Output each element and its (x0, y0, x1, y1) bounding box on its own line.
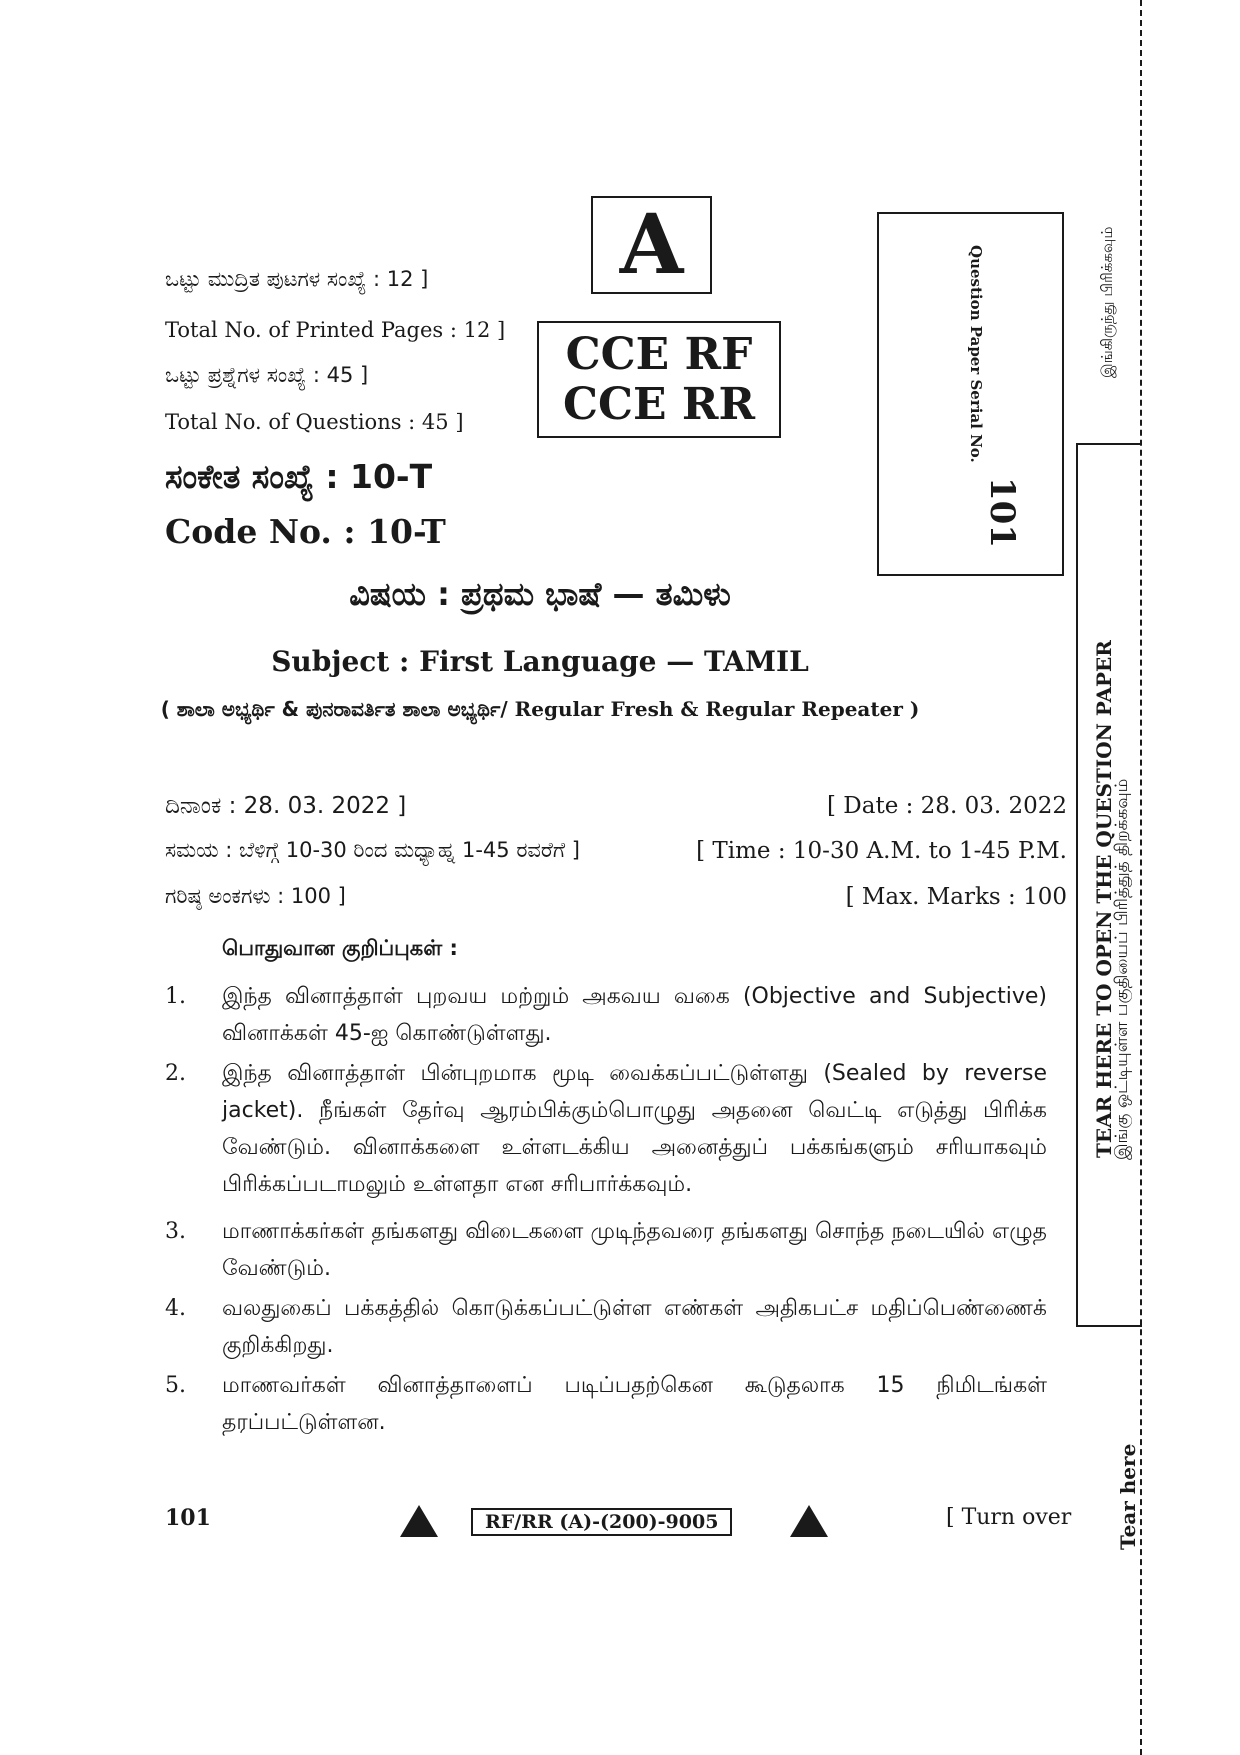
questions-kannada: ಒಟ್ಟು ಪ್ರಶ್ನೆಗಳ ಸಂಖ್ಯೆ : 45 ] (165, 363, 369, 387)
scheme-line-2: CCE RR (562, 378, 756, 430)
marks-kannada: ಗರಿಷ್ಠ ಅಂಕಗಳು : 100 ] (165, 884, 346, 908)
marks-row (165, 884, 1067, 910)
instruction-text: வலதுகைப் பக்கத்தில் கொடுக்கப்பட்டுள்ள எண்கள் அதிகபட்ச மதிப்பெண்ணைக் குறிக்கிறது. (222, 1296, 1047, 1358)
instructions-heading: பொதுவான குறிப்புகள் : (222, 936, 458, 960)
candidate-type (0, 697, 1080, 721)
scheme-box (537, 321, 781, 438)
instruction-number: 4. (165, 1296, 186, 1321)
time-kannada: ಸಮಯ : ಬೆಳಿಗ್ಗೆ 10-30 ರಿಂದ ಮಧ್ಯಾಹ್ನ 1-45 ರವರೆಗೆ ] (165, 838, 580, 862)
paper-code: RF/RR (A)-(200)-9005 (471, 1508, 732, 1536)
triangle-marker-icon (790, 1505, 828, 1537)
turn-over-label: [ Turn over (946, 1505, 1072, 1530)
tear-here-label: Tear here (1116, 1443, 1140, 1550)
instruction-item-3 (165, 1213, 1047, 1287)
tear-instruction-english: TEAR HERE TO OPEN THE QUESTION PAPER (1092, 640, 1116, 1158)
marks-english: [ Max. Marks : 100 (845, 884, 1067, 910)
date-english: [ Date : 28. 03. 2022 (827, 793, 1067, 819)
version-letter-box (591, 196, 712, 294)
instruction-item-1 (165, 978, 1047, 1052)
instruction-number: 3. (165, 1219, 186, 1244)
candidate-type-english: Regular Fresh & Regular Repeater ) (514, 697, 920, 721)
page-serial-number: 101 (165, 1505, 211, 1531)
instruction-number: 1. (165, 984, 186, 1009)
instruction-text: மாணவர்கள் வினாத்தாளைப் படிப்பதற்கென கூடுதலாக 15 நிமிடங்கள் தரப்பட்டுள்ளன. (222, 1373, 1047, 1435)
date-row (165, 793, 1067, 819)
printed-pages-english: Total No. of Printed Pages : 12 ] (165, 318, 506, 342)
subject-english: Subject : First Language — TAMIL (271, 645, 809, 678)
tear-from-here-tamil: இங்கிருந்து பிரிக்கவும் (1098, 226, 1116, 378)
code-number-kannada: ಸಂಕೇತ ಸಂಖ್ಯೆ : 10-T (165, 457, 433, 496)
triangle-marker-icon (400, 1505, 438, 1537)
instruction-item-2 (165, 1055, 1047, 1203)
code-number-english: Code No. : 10-T (165, 512, 446, 551)
time-row (165, 838, 1067, 864)
time-english: [ Time : 10-30 A.M. to 1-45 P.M. (696, 838, 1067, 864)
instruction-text: மாணாக்கர்கள் தங்களது விடைகளை முடிந்தவரை தங்களது சொந்த நடையில் எழுத வேண்டும். (222, 1219, 1047, 1281)
date-kannada: ದಿನಾಂಕ : 28. 03. 2022 ] (165, 793, 407, 819)
instruction-number: 2. (165, 1061, 186, 1086)
scheme-line-1: CCE RF (565, 328, 753, 380)
printed-pages-kannada: ಒಟ್ಟು ಮುದ್ರಿತ ಪುಟಗಳ ಸಂಖ್ಯೆ : 12 ] (165, 267, 429, 291)
serial-number: 101 (982, 477, 1022, 548)
instruction-number: 5. (165, 1373, 186, 1398)
instruction-text: இந்த வினாத்தாள் பின்புறமாக மூடி வைக்கப்பட்டுள்ளது (Sealed by reverse jacket). நீங்கள் தேர்வு ஆரம்பிக்கும்பொழுது அதனை வெட்டி எடுத்து பிரிக்க வேண்டும். வினாக்களை உள்ளடக்கிய அனைத்துப் பக்கங்களும் சரியாகவும் பிரிக்கப்படாமலும் உள்ளதா என சரிபார்க்கவும். (222, 1061, 1047, 1197)
questions-english: Total No. of Questions : 45 ] (165, 410, 464, 434)
subject-kannada: ವಿಷಯ : ಪ್ರಥಮ ಭಾಷೆ — ತಮಿಳು (349, 575, 731, 613)
candidate-type-kannada: ( ಶಾಲಾ ಅಭ್ಯರ್ಥಿ & ಪುನರಾವರ್ತಿತ ಶಾಲಾ ಅಭ್ಯರ್ಥಿ/ (160, 697, 515, 721)
version-letter: A (619, 197, 684, 293)
instruction-text: இந்த வினாத்தாள் புறவய மற்றும் அகவய வகை (Objective and Subjective) வினாக்கள் 45-ஐ கொண்டுள்ளது. (222, 984, 1047, 1046)
instruction-item-5 (165, 1367, 1047, 1441)
instruction-item-4 (165, 1290, 1047, 1364)
tear-instruction-tamil: இங்கு ஒட்டியுள்ள பகுதியைப் பிரித்துத் திறக்கவும் (1112, 778, 1132, 1160)
serial-label: Question Paper Serial No. (967, 245, 985, 463)
